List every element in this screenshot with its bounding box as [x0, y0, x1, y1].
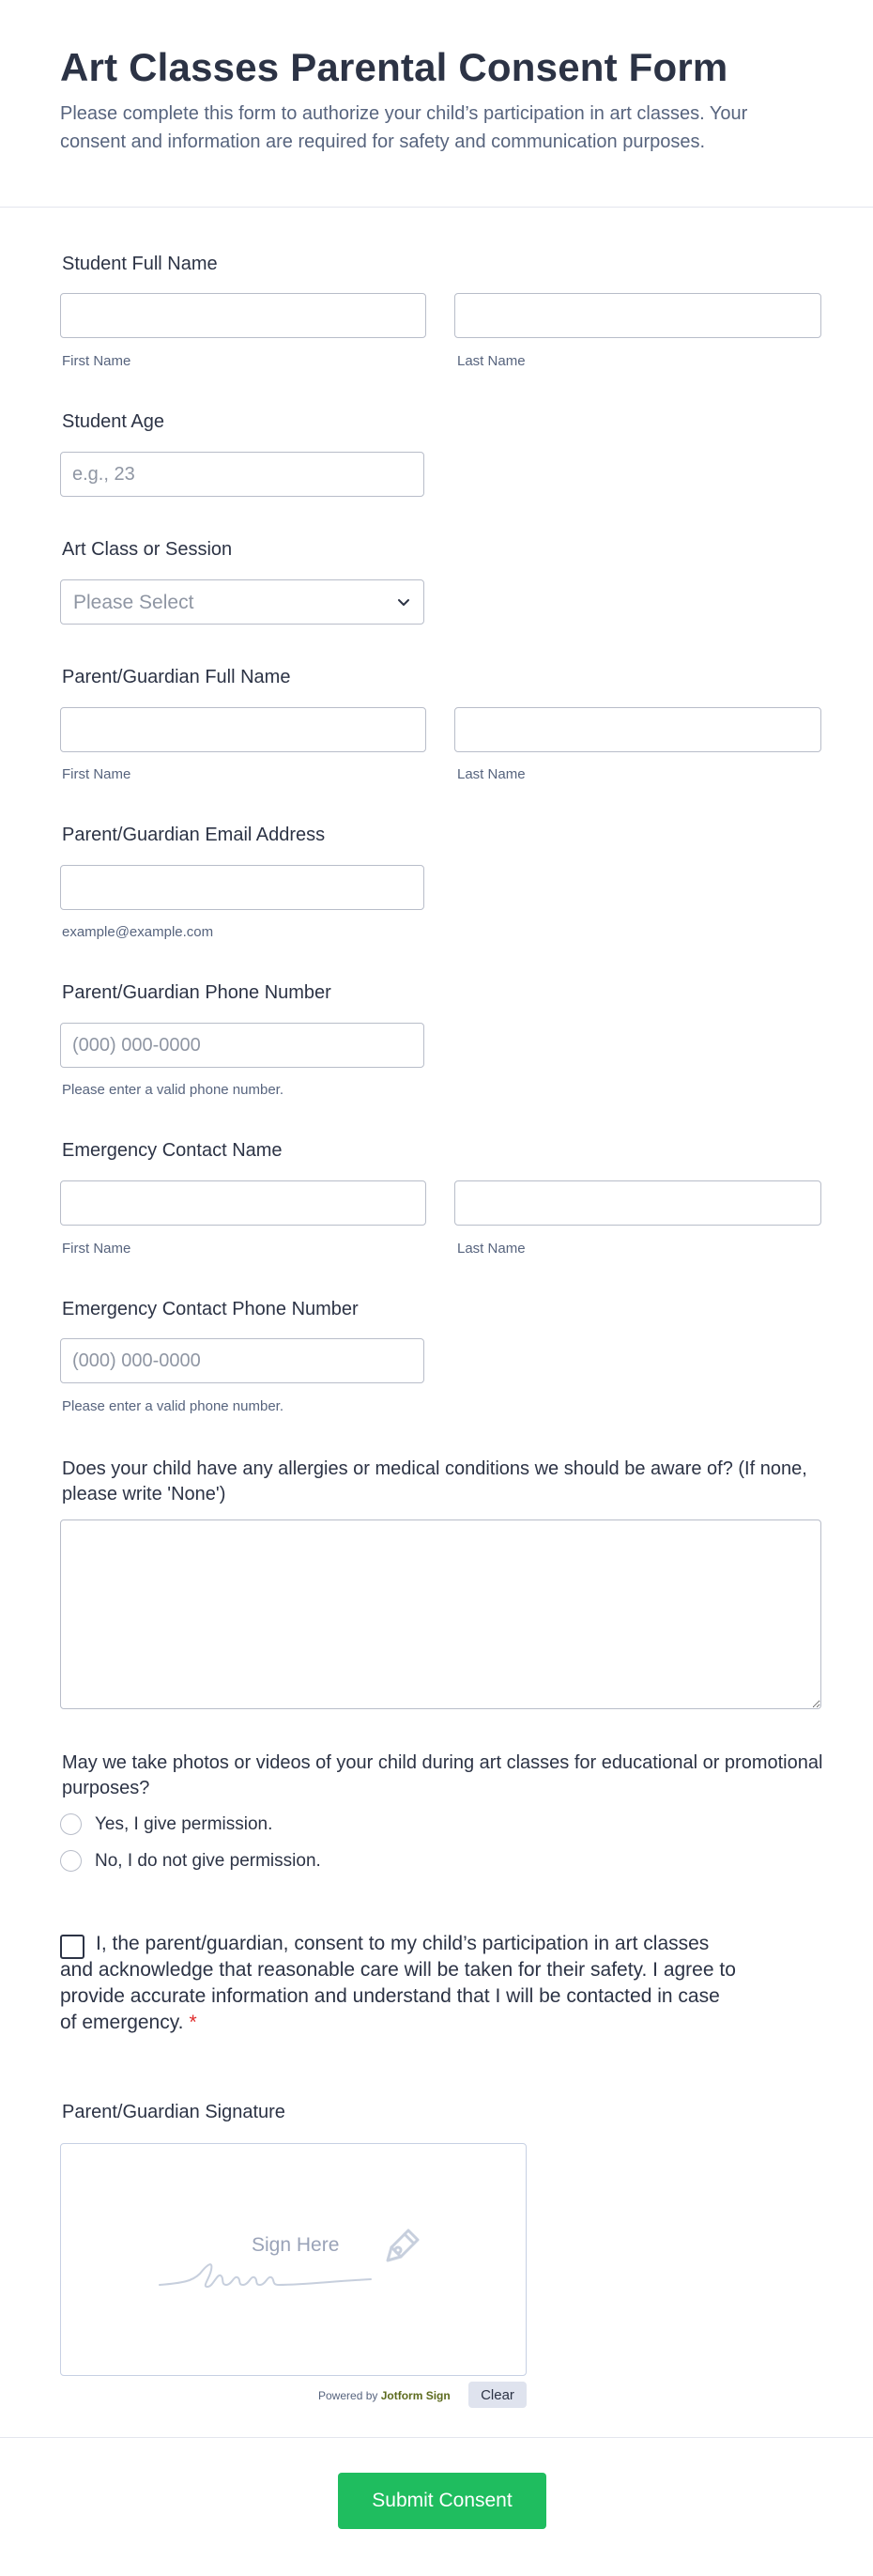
emergency-first-name-sublabel: First Name [62, 1241, 131, 1257]
clear-signature-button[interactable]: Clear [468, 2382, 527, 2408]
art-class-label: Art Class or Session [62, 539, 233, 560]
emergency-phone-label: Emergency Contact Phone Number [62, 1299, 359, 1319]
photos-option-no[interactable] [60, 1849, 398, 1875]
emergency-phone-sublabel: Please enter a valid phone number. [62, 1398, 283, 1414]
art-class-selected-value: Please Select [73, 592, 194, 613]
emergency-first-name-input[interactable] [60, 1180, 426, 1226]
photos-option-yes-label: Yes, I give permission. [95, 1814, 273, 1834]
consent-statement [60, 1931, 736, 2036]
powered-by-prefix: Powered by [318, 2389, 378, 2402]
powered-by [318, 2389, 451, 2402]
form-header [0, 0, 873, 208]
photos-option-yes[interactable] [60, 1812, 398, 1839]
allergies-label: Does your child have any allergies or medical conditions we should be aware of? (If none, please write 'None') [62, 1458, 807, 1504]
parent-email-sublabel: example@example.com [62, 924, 214, 940]
student-first-name-input[interactable] [60, 293, 426, 338]
parent-last-name-input[interactable] [454, 707, 821, 752]
parent-email-input[interactable] [60, 865, 424, 910]
parent-phone-input[interactable] [60, 1023, 424, 1068]
chevron-down-icon [395, 594, 412, 610]
photos-radio-yes[interactable] [60, 1813, 82, 1835]
parent-phone-sublabel: Please enter a valid phone number. [62, 1082, 283, 1098]
photos-radio-no[interactable] [60, 1850, 82, 1872]
required-mark: * [189, 2012, 197, 2033]
signature-placeholder: Sign Here [252, 2234, 340, 2256]
emergency-name-label: Emergency Contact Name [62, 1140, 283, 1161]
parent-first-name-sublabel: First Name [62, 766, 131, 782]
art-class-select[interactable] [60, 579, 424, 625]
student-name-label: Student Full Name [62, 254, 218, 274]
allergies-textarea[interactable] [60, 1519, 821, 1709]
signature-label: Parent/Guardian Signature [62, 2102, 285, 2122]
form-title: Art Classes Parental Consent Form [60, 45, 728, 89]
student-last-name-sublabel: Last Name [457, 353, 526, 369]
consent-text: I, the parent/guardian, consent to my child’s participation in art classes and acknowledge that reasonable care will be taken for their safety. I agree to provide accurate information and understand that I will be contacted in case of emergency. [60, 1933, 736, 2033]
emergency-phone-input[interactable] [60, 1338, 424, 1383]
parent-name-label: Parent/Guardian Full Name [62, 667, 291, 687]
student-age-input[interactable] [60, 452, 424, 497]
photos-option-no-label: No, I do not give permission. [95, 1851, 321, 1871]
parent-email-label: Parent/Guardian Email Address [62, 825, 326, 845]
student-age-label: Student Age [62, 411, 164, 432]
student-last-name-input[interactable] [454, 293, 821, 338]
emergency-last-name-input[interactable] [454, 1180, 821, 1226]
submit-button[interactable]: Submit Consent [338, 2473, 546, 2529]
photos-label: May we take photos or videos of your child during art classes for educational or promotional purposes? [62, 1752, 823, 1798]
signature-pad[interactable] [60, 2143, 527, 2376]
parent-first-name-input[interactable] [60, 707, 426, 752]
student-first-name-sublabel: First Name [62, 353, 131, 369]
emergency-last-name-sublabel: Last Name [457, 1241, 526, 1257]
pen-icon [378, 2225, 423, 2270]
parent-last-name-sublabel: Last Name [457, 766, 526, 782]
form-description: Please complete this form to authorize your child’s participation in art classes. Your consent and information are required for safety and communication purposes. [60, 103, 748, 152]
jotform-sign-link[interactable]: Jotform Sign [380, 2389, 451, 2402]
parent-phone-label: Parent/Guardian Phone Number [62, 982, 331, 1003]
